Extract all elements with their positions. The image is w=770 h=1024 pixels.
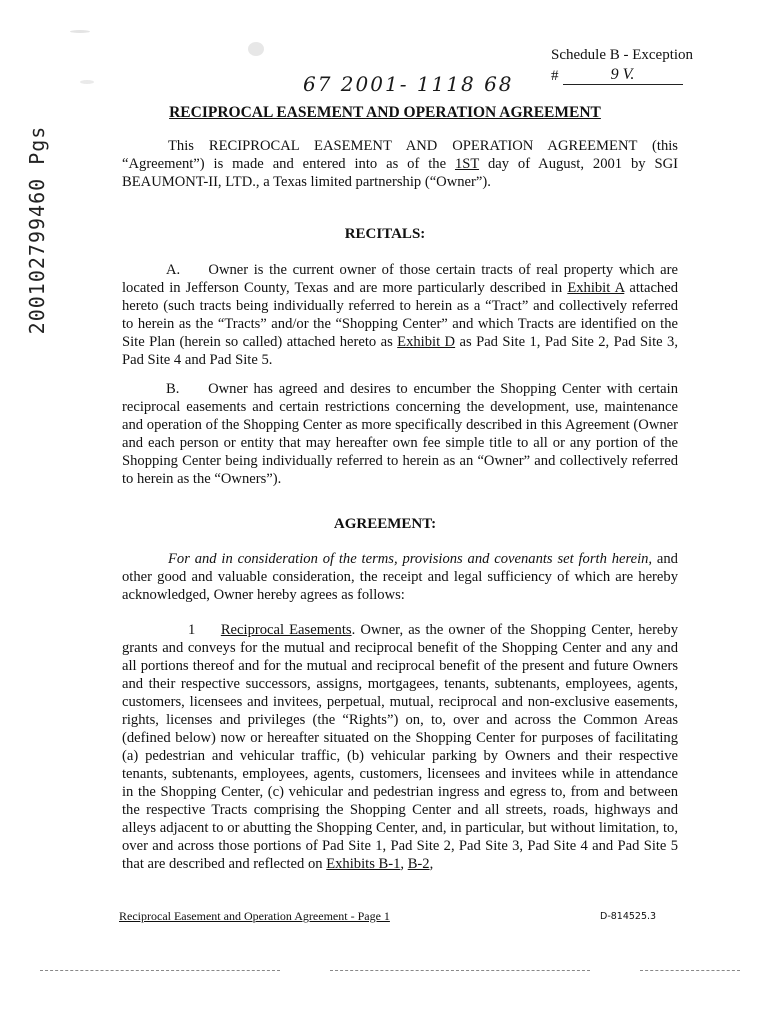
section-1-text: . Owner, as the owner of the Shopping Center, hereby grants and conveys for the mutual and reciprocal benefit of the Shopping Center and any and all portions thereof and for the mutual and reciprocal benefit of the present and future Owners and their respective successors, assigns, mortgagees, tenants, subtenants, employees, agents, customers, licensees and invitees, perpetual, mutual, reciprocal and non-exclusive easements, rights, licenses and privileges (the “Rights”) on, to, over and across the Common Areas (defined below) now or hereafter situated on the Shopping Center for purposes of facilitating (a) pedestrian and vehicular traffic, (b) vehicular parking by Owners and their respective tenants, subtenants, employees, agents, customers, licensees and invitees while in attendance in the Shopping Center, (c) vehicular and pedestrian ingress and egress to, from and between the respective Tracts comprising the Shopping Center and all streets, roads, highways and alleys adjacent to or abutting the Shopping Center, and, in particular, but without limitation, to, over and across those portions of Pad Site 1, Pad Site 2, Pad Site 3, Pad Site 4 and Pad Site 5 that are described and reflected on <box>122 622 679 872</box>
recital-a-text-3: as Pad Site 1, Pad Site 2, Pad Site 3, Pad Site 4 and Pad Site 5. <box>122 334 678 368</box>
schedule-annotation <box>551 47 693 85</box>
recital-b-paragraph <box>122 380 678 488</box>
exhibit-a-ref: Exhibit A <box>567 280 625 296</box>
scan-mark <box>80 80 94 84</box>
footer-page-label: Reciprocal Easement and Operation Agreement - Page 1 <box>119 909 390 923</box>
section-1-paragraph <box>122 621 678 873</box>
margin-stamp-text: 200102799460 Pgs <box>25 125 49 335</box>
handwritten-file-number: 67 2001- 1118 68 <box>303 72 514 96</box>
scan-edge-line-right <box>640 970 740 971</box>
exhibit-b1-ref: Exhibits B-1 <box>326 856 401 872</box>
recital-a-text-1: Owner is the current owner of those certain tracts of real property which are located in Jefferson County, Texas and are more particularly described in <box>122 262 678 296</box>
footer-doc-number: D-814525.3 <box>600 911 657 922</box>
schedule-label: Schedule B - Exception <box>551 47 694 63</box>
scan-edge-line-left <box>40 970 280 971</box>
recital-b-label: B. <box>166 381 180 397</box>
recital-a-label: A. <box>166 262 181 278</box>
intro-paragraph <box>122 137 678 191</box>
document-title: RECIPROCAL EASEMENT AND OPERATION AGREEMENT <box>169 104 601 121</box>
section-1-heading: Reciprocal Easements <box>220 622 352 638</box>
intro-day: 1ST <box>454 156 480 172</box>
agreement-heading: AGREEMENT: <box>333 516 437 532</box>
consideration-text: and other good and valuable consideration, the receipt and legal sufficiency of which are hereby acknowledged, Owner hereby agrees as follows: <box>122 551 678 603</box>
intro-text-1: This RECIPROCAL EASEMENT AND OPERATION AGREEMENT (this “Agreement”) is made and entered into as of the <box>122 138 678 172</box>
recital-a-paragraph <box>122 261 678 369</box>
schedule-hash: # <box>551 68 559 84</box>
exhibit-separator: , <box>400 856 408 872</box>
section-1-end: , <box>429 856 434 872</box>
scan-edge-line-center <box>330 970 590 971</box>
recital-b-text: Owner has agreed and desires to encumber the Shopping Center with certain reciprocal easements and certain restrictions concerning the development, use, maintenance and operation of the Shopping Center as more specifically described in this Agreement (Owner and each person or entity that may hereafter own fee simple title to all or any portion of the Shopping Center being individually referred to herein as an “Owner” and collectively referred to herein as the “Owners”). <box>122 381 678 487</box>
exhibit-b2-ref: B-2 <box>407 856 430 872</box>
recital-a-text-2: attached hereto (such tracts being individually referred to herein as a “Tract” and collectively referred to herein as the “Tracts” and/or the “Shopping Center” and which Tracts are identified on the Site Plan (herein so called) attached hereto as <box>122 280 678 350</box>
scan-smudge <box>248 42 264 56</box>
intro-text-2: day of August, 2001 by SGI BEAUMONT-II, LTD., a Texas limited partnership (“Owner”). <box>122 156 678 190</box>
exhibit-d-ref: Exhibit D <box>397 334 456 350</box>
consideration-italic: For and in consideration of the terms, provisions and covenants set forth herein, <box>168 551 653 567</box>
schedule-value: 9 V. <box>563 66 683 85</box>
scan-mark <box>70 30 90 33</box>
section-1-number: 1 <box>188 622 196 638</box>
consideration-paragraph <box>122 550 678 604</box>
recitals-heading: RECITALS: <box>344 226 426 242</box>
